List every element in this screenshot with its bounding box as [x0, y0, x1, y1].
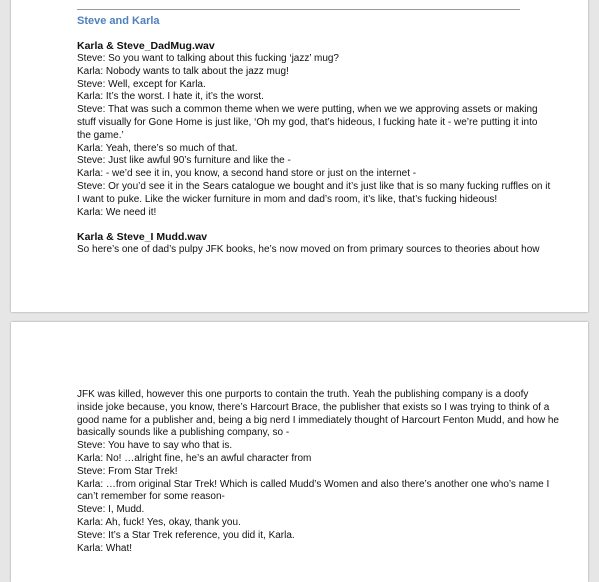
transcript-line: Karla: Nobody wants to talk about the jazz mug! — [77, 65, 289, 77]
transcript-line: Steve: So you want to talking about this fucking ‘jazz’ mug? — [77, 53, 339, 64]
transcript-line: the game.’ — [77, 129, 124, 141]
transcript-line: Karla: We need it! — [77, 206, 157, 218]
transcript-line: Steve: That was such a common theme when we were putting, when we we approving assets or making — [77, 104, 538, 116]
document-page-2 — [11, 322, 588, 582]
transcript-line: good name for a publisher and, being a big nerd I immediately thought of Harcourt Fenton Mudd, and how he — [77, 414, 559, 426]
document-page-1 — [11, 0, 588, 312]
transcript-line: Karla: What! — [77, 542, 133, 554]
transcript-line: stuff visually for Gone Home is just like, ‘Oh my god, that’s hideous, I fucking hate it - we’re putting it into — [77, 116, 538, 128]
transcript-line: JFK was killed, however this one purports to contain the truth. Yeah the publishing company is a doofy — [77, 389, 529, 400]
header-rule — [77, 9, 520, 10]
transcript-line: Steve: From Star Trek! — [77, 465, 178, 477]
page-2-body — [77, 389, 559, 555]
transcript-line: Steve: You have to say who that is. — [77, 440, 233, 452]
transcript-line: Karla: No! …alright fine, he’s an awful character from — [77, 452, 312, 464]
transcript-line: Steve: It’s a Star Trek reference, you did it, Karla. — [77, 529, 295, 541]
transcript-line: Steve: I, Mudd. — [77, 504, 145, 516]
transcript-line: Steve: Just like awful 90’s furniture and like the - — [77, 155, 291, 167]
transcript-line: inside joke because, you know, there’s Harcourt Brace, the publisher that exists so I was trying to think of a — [77, 401, 550, 413]
transcript-line: can’t remember for some reason- — [77, 491, 225, 503]
transcript-line: So here’s one of dad’s pulpy JFK books, he’s now moved on from primary sources to theories about how — [77, 244, 540, 256]
transcript-line: Karla: …from original Star Trek! Which is called Mudd’s Women and also there’s another one who’s name I — [77, 478, 550, 490]
page-1-body — [77, 40, 551, 257]
transcript-line: Karla: - we’d see it in, you know, a second hand store or just on the internet - — [77, 168, 417, 180]
transcript-line: Steve: Or you’d see it in the Sears catalogue we bought and it’s just like that is so many fucking ruffles on it — [77, 180, 551, 192]
transcript-line: I want to puke. Like the wicker furniture in mom and dad’s room, it’s like, that’s fucking hideous! — [77, 193, 498, 205]
transcript-line: Karla: It’s the worst. I hate it, it’s the worst. — [77, 91, 264, 103]
transcript-line: Karla: Yeah, there’s so much of that. — [77, 142, 238, 154]
transcript-line: Steve: Well, except for Karla. — [77, 78, 206, 90]
section-heading: Karla & Steve_DadMug.wav — [77, 40, 215, 52]
section-heading: Karla & Steve_I Mudd.wav — [77, 231, 208, 244]
document-title: Steve and Karla — [77, 15, 160, 27]
transcript-line: Karla: Ah, fuck! Yes, okay, thank you. — [77, 516, 241, 528]
transcript-line: basically sounds like a publishing company, so - — [77, 427, 290, 439]
